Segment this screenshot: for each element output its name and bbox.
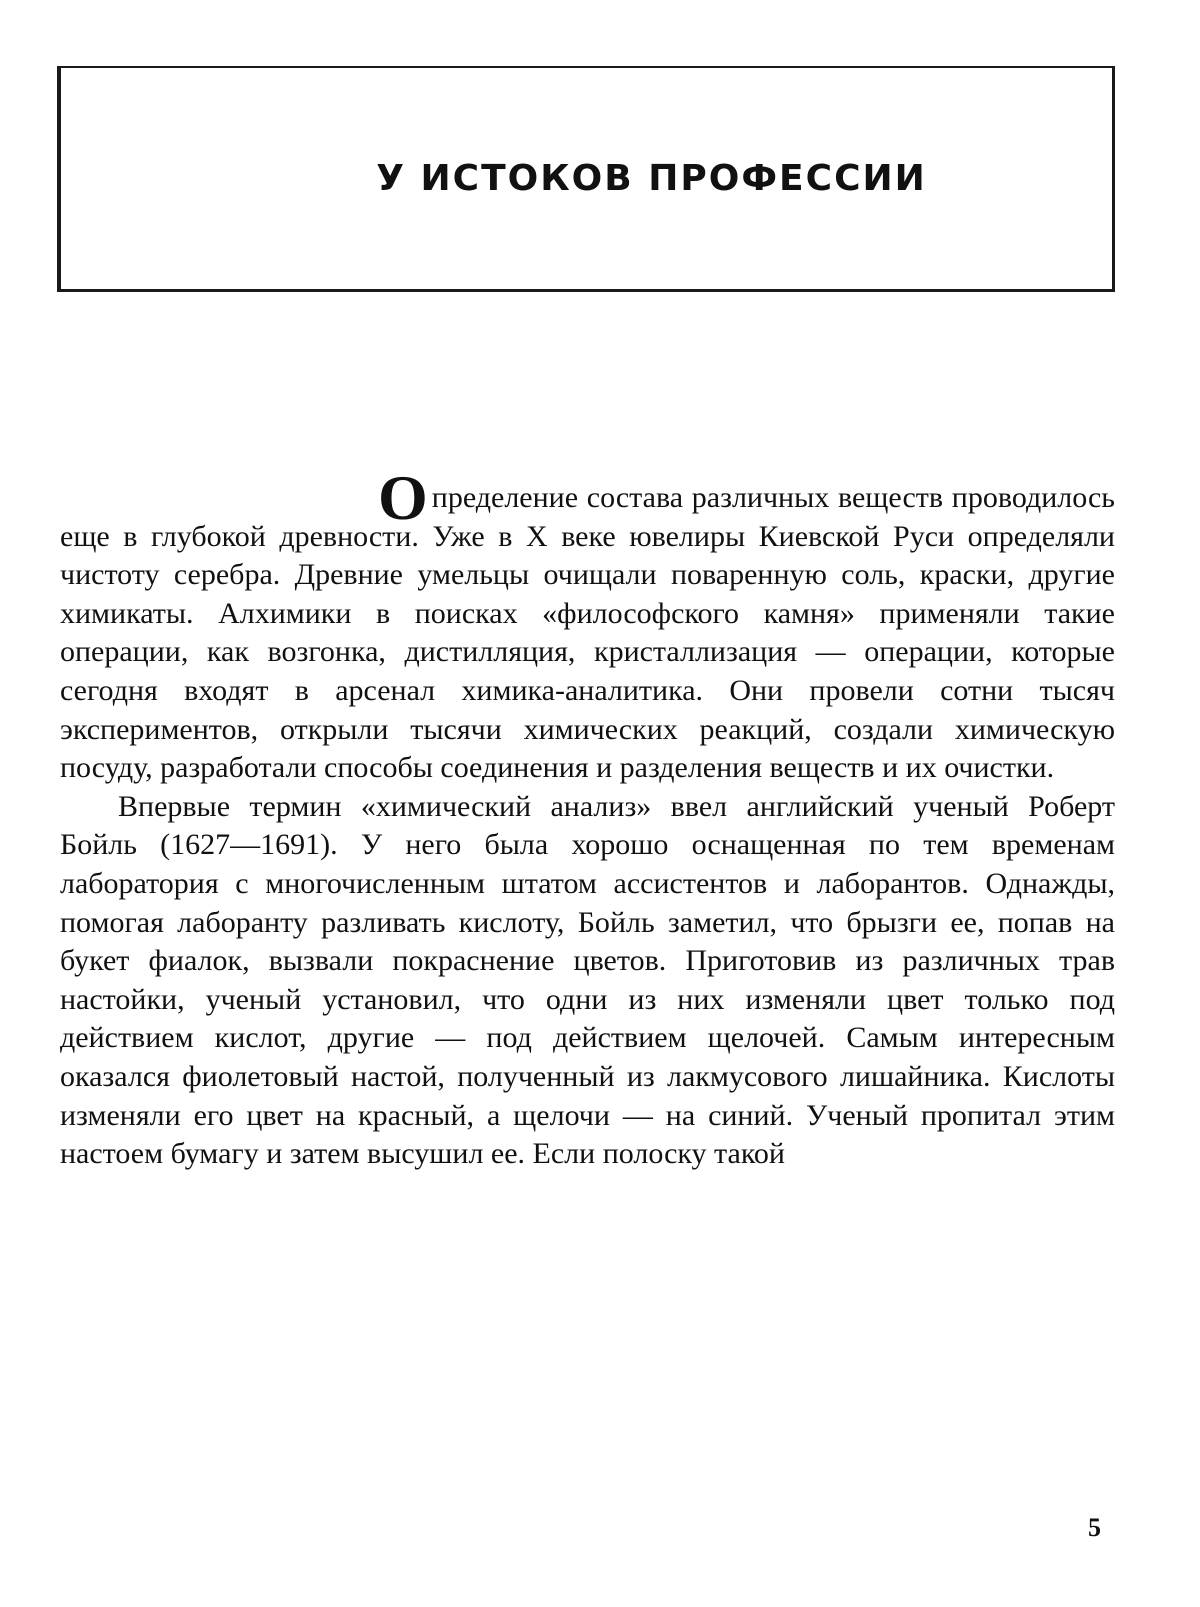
body-text xyxy=(60,462,1115,1174)
page-number: 5 xyxy=(1088,1513,1101,1542)
drop-cap-letter: О xyxy=(378,462,428,533)
chapter-title-frame xyxy=(57,66,1115,292)
paragraph-1-text: пределение состава различных веществ проводилось еще в глубокой древности. Уже в X веке ювелиры Киевской Руси определяли чистоту серебра. Древние умельцы очищали поваренную соль, краски, другие химикаты. Алхимики в поисках «философского камня» применяли такие операции, как возгонка, дистилляция, кристаллизация — операции, которые сегодня входят в арсенал химика-аналитика. Они провели сотни тысяч экспериментов, открыли тысячи химических реакций, создали химическую посуду, разработали способы соединения и разделения веществ и их очистки. xyxy=(60,481,1115,785)
paragraph-1 xyxy=(60,462,1115,788)
chapter-title: У ИСТОКОВ ПРОФЕССИИ xyxy=(376,158,927,199)
paragraph-2: Впервые термин «химический анализ» ввел английский ученый Роберт Бойль (1627—1691). У него была хорошо оснащенная по тем временам лаборатория с многочисленным штатом ассистентов и лаборантов. Однажды, помогая лаборанту разливать кислоту, Бойль заметил, что брызги ее, попав на букет фиалок, вызвали покраснение цветов. Приготовив из различных трав настойки, ученый установил, что одни из них изменяли цвет только под действием кислот, другие — под действием щелочей. Самым интересным оказался фиолетовый настой, полученный из лакмусового лишайника. Кислоты изменяли его цвет на красный, а щелочи — на синий. Ученый пропитал этим настоем бумагу и затем высушил ее. Если полоску такой xyxy=(60,789,1115,1171)
